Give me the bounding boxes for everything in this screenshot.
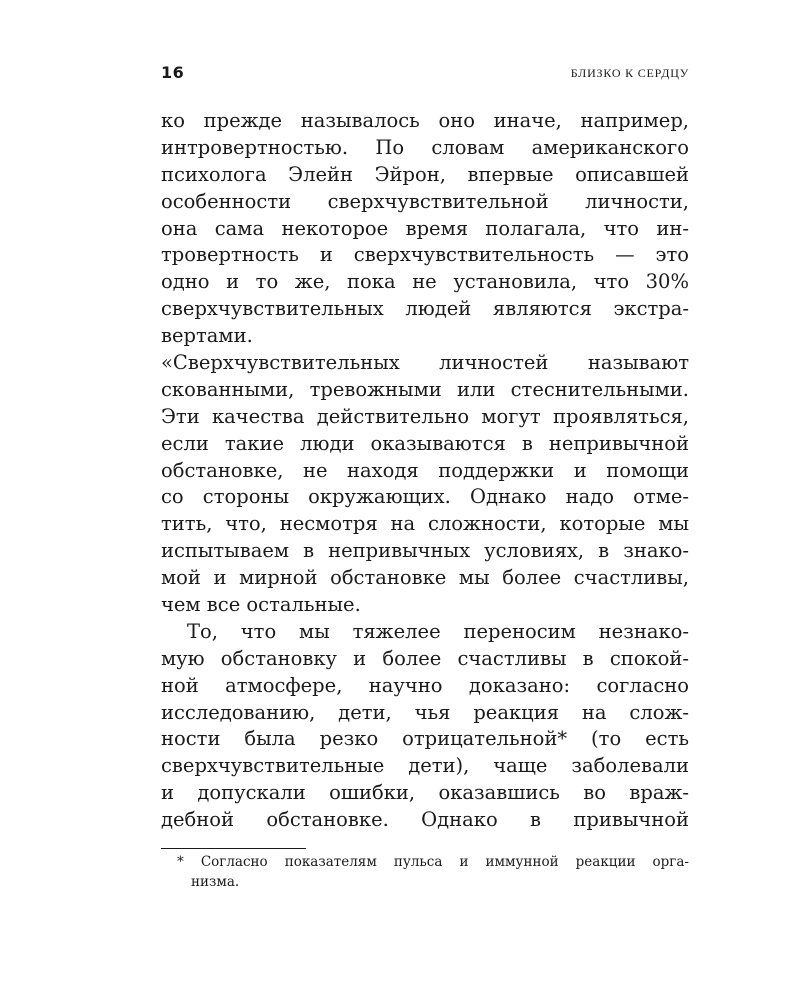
text-line: обстановке, не находя поддержки и помощи (161, 458, 689, 482)
text-line: она сама некоторое время полагала, что ин- (161, 216, 689, 240)
text-line: сверхчувствительных людей являются экстра- (161, 297, 689, 321)
running-head: БЛИЗКО К СЕРДЦУ (570, 66, 689, 80)
text-line: ности была резко отрицательной* (то есть (161, 727, 689, 751)
text-line: психолога Элейн Эйрон, впервые описавшей (161, 162, 689, 186)
text-line: ко прежде называлось оно иначе, например, (161, 109, 689, 132)
footnote (161, 852, 689, 892)
text-line: исследованию, дети, чья реакция на слож- (161, 700, 689, 724)
page-number: 16 (161, 63, 185, 82)
text-line: со стороны окружающих. Однако надо отме- (161, 485, 689, 509)
text-line: скованными, тревожными или стеснительными. (161, 377, 689, 401)
text-line: ной атмосфере, научно доказано: согласно (161, 673, 689, 697)
text-line: мой и мирной обстановке мы более счастливы, (161, 566, 689, 590)
text-line: дебной обстановке. Однако в привычной (161, 808, 689, 832)
text-line: интровертностью. По словам американского (161, 135, 689, 159)
text-line: и допускали ошибки, оказавшись во враж- (161, 781, 689, 805)
text-line: «Сверхчувствительных личностей называют (161, 351, 689, 375)
text-line: мую обстановку и более счастливы в спокой- (161, 646, 689, 670)
footnote-divider (161, 848, 306, 849)
text-line: тить, что, несмотря на сложности, которые мы (161, 512, 689, 536)
text-line: сверхчувствительные дети), чаще заболевали (161, 754, 689, 778)
text-line: одно и то же, пока не установила, что 30% (161, 270, 689, 294)
text-line: особенности сверхчувствительной личности, (161, 189, 689, 213)
body-text (161, 108, 689, 834)
text-line: если такие люди оказываются в непривычной (161, 431, 689, 455)
text-line: тровертность и сверхчувствительность — это (161, 243, 689, 267)
text-line: Эти качества действительно могут проявляться, (161, 404, 689, 428)
footnote-line: * Согласно показателям пульса и иммунной реакции орга- (177, 854, 689, 870)
text-line: вертами. (161, 324, 253, 348)
text-line: То, что мы тяжелее переносим незнако- (187, 619, 689, 643)
text-line: чем все остальные. (161, 593, 361, 617)
text-line: испытываем в непривычных условиях, в знако- (161, 539, 689, 563)
footnote-line: низма. (191, 874, 240, 890)
